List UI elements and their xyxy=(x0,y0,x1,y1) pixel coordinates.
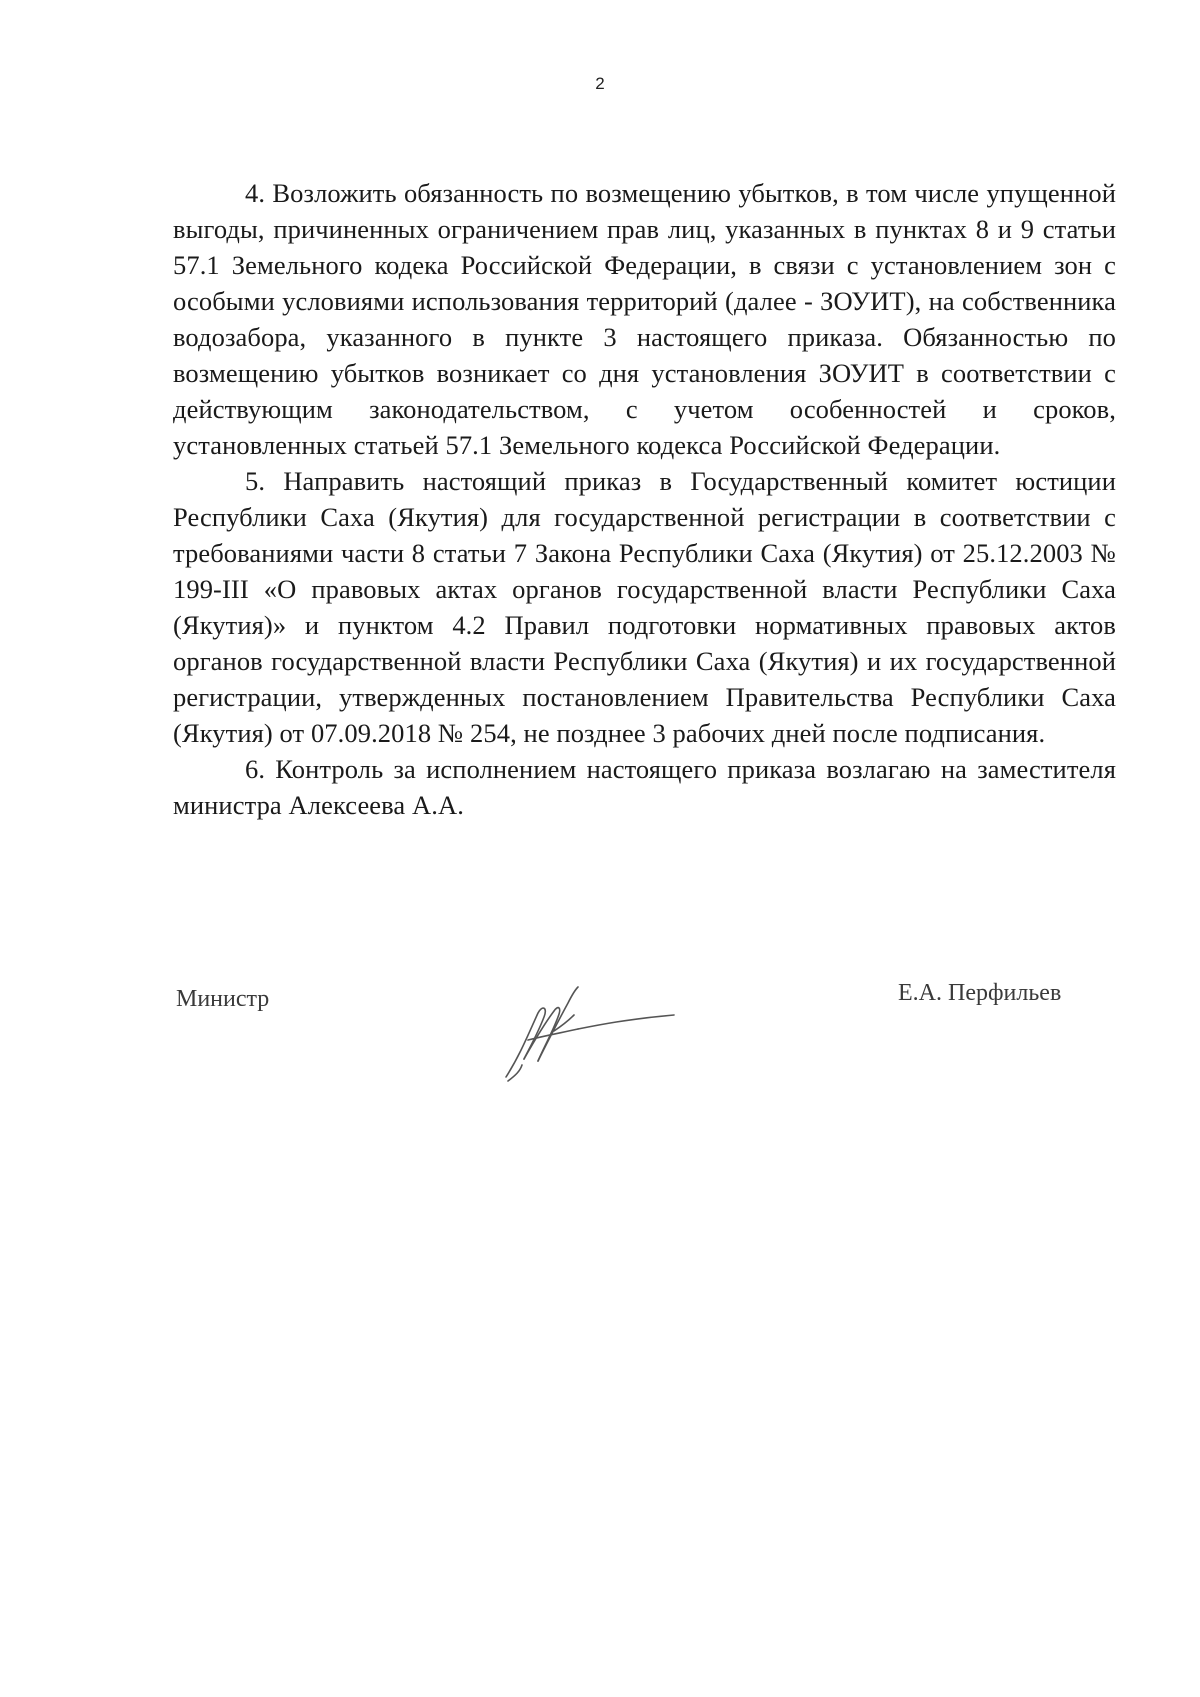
page-number: 2 xyxy=(595,74,605,93)
handwritten-signature xyxy=(498,985,676,1085)
paragraph-6-control: 6. Контроль за исполнением настоящего приказа возлагаю на заместителя министра Алексеева А.А. xyxy=(173,754,1116,820)
signatory-title: Министр xyxy=(176,986,270,1012)
signatory-name: Е.А. Перфильев xyxy=(898,980,1062,1006)
document-body xyxy=(173,175,1116,823)
paragraph-4-damages: 4. Возложить обязанность по возмещению убытков, в том числе упущенной выгоды, причиненных ограничением прав лиц, указанных в пунктах 8 и 9 статьи 57.1 Земельного кодека Российской Федерации, в связи с установлением зон с особыми условиями использования территорий (далее - ЗОУИТ), на собственника водозабора, указанного в пункте 3 настоящего приказа. Обязанностью по возмещению убытков возникает со дня установления ЗОУИТ в соответствии с действующим законодательством, с учетом особенностей и сроков, установленных статьей 57.1 Земельного кодекса Российской Федерации. xyxy=(173,178,1116,460)
paragraph-5-registration: 5. Направить настоящий приказ в Государственный комитет юстиции Республики Саха (Якутия) для государственной регистрации в соответствии с требованиями части 8 статьи 7 Закона Республики Саха (Якутия) от 25.12.2003 № 199-III «О правовых актах органов государственной власти Республики Саха (Якутия)» и пунктом 4.2 Правил подготовки нормативных правовых актов органов государственной власти Республики Саха (Якутия) и их государственной регистрации, утвержденных постановлением Правительства Республики Саха (Якутия) от 07.09.2018 № 254, не позднее 3 рабочих дней после подписания. xyxy=(173,466,1116,748)
